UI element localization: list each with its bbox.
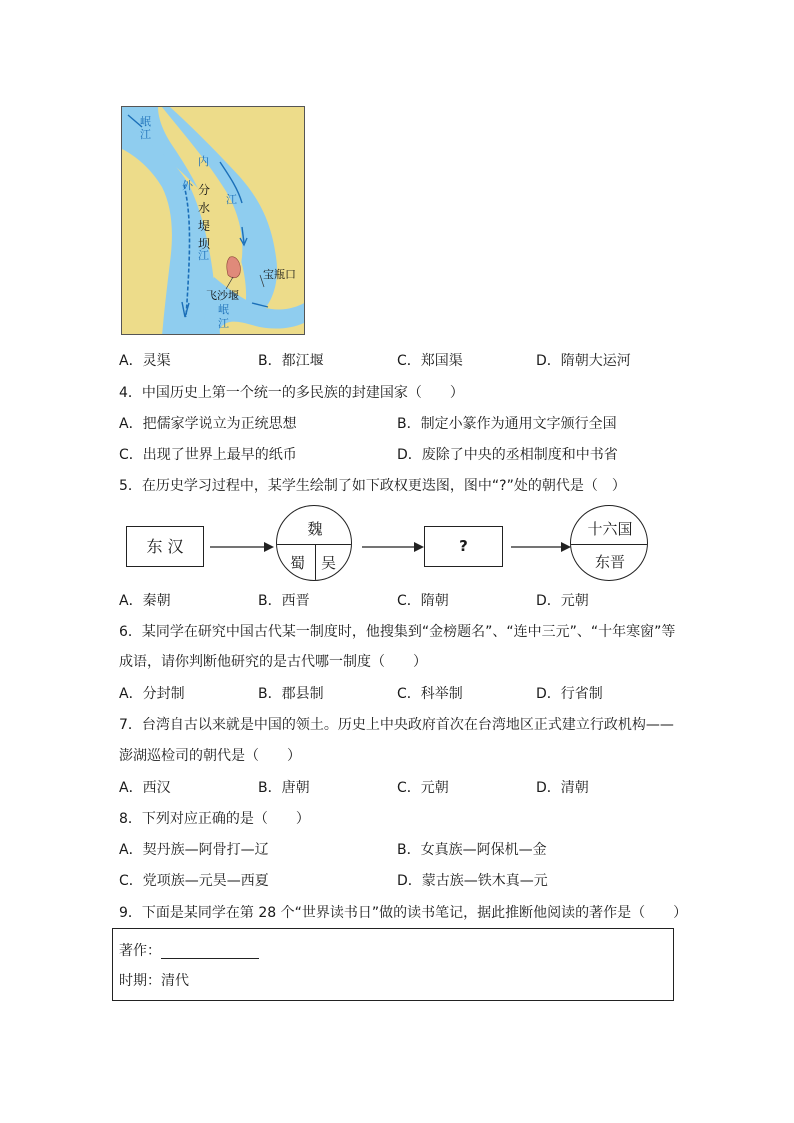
- q6-option-a[interactable]: A．分封制: [119, 686, 185, 702]
- q6-option-b[interactable]: B．郡县制: [258, 686, 324, 702]
- circle2-shiliuguo: 十六国: [587, 520, 633, 538]
- note-period: 时期：清代: [119, 973, 189, 989]
- q8-option-c[interactable]: C．党项族—元昊—西夏: [119, 873, 269, 889]
- q5-option-d[interactable]: D．元朝: [536, 593, 589, 609]
- flow-circle-three-kingdoms: [276, 505, 352, 581]
- label-waijiang-part2: 江: [198, 249, 209, 262]
- q6-stem-line1: 6．某同学在研究中国古代某一制度时，他搜集到“金榜题名”、“连中三元”、“十年寒窗”等: [119, 624, 676, 640]
- q5-option-c[interactable]: C．隋朝: [397, 593, 449, 609]
- label-neijiang-part1: 内: [198, 155, 209, 168]
- circle1-divider-v: [315, 544, 316, 581]
- flow-arrow-1: [204, 535, 276, 559]
- label-minjiang-top: 岷江: [140, 115, 151, 141]
- q9-stem: 9．下面是某同学在第 28 个“世界读书日”做的读书笔记，据此推断他阅读的著作是（ ）: [119, 905, 688, 921]
- q6-stem-line2: 成语，请你判断他研究的是古代哪一制度（ ）: [119, 654, 427, 670]
- circle1-shu: 蜀: [290, 554, 306, 572]
- q8-option-b[interactable]: B．女真族—阿保机—金: [397, 842, 547, 858]
- q8-option-d[interactable]: D．蒙古族—铁木真—元: [397, 873, 548, 889]
- q3-option-b[interactable]: B．都江堰: [258, 353, 324, 369]
- label-fenshui-dike: 分水堤坝: [198, 183, 211, 251]
- flow-box-unknown: [424, 526, 503, 567]
- dujiangyan-map: [121, 106, 305, 335]
- q7-option-a[interactable]: A．西汉: [119, 780, 171, 796]
- flow-arrow-3: [503, 535, 573, 559]
- q8-option-a[interactable]: A．契丹族—阿骨打—辽: [119, 842, 269, 858]
- q4-option-a[interactable]: A．把儒家学说立为正统思想: [119, 416, 297, 432]
- q4-option-c[interactable]: C．出现了世界上最早的纸币: [119, 447, 297, 463]
- q3-option-c[interactable]: C．郑国渠: [397, 353, 463, 369]
- label-waijiang-part1: 外: [182, 179, 193, 192]
- q3-option-a[interactable]: A．灵渠: [119, 353, 171, 369]
- q5-option-b[interactable]: B．西晋: [258, 593, 310, 609]
- flow-arrow-2: [352, 535, 424, 559]
- q5-stem: 5．在历史学习过程中，某学生绘制了如下政权更迭图，图中“?”处的朝代是（ ）: [119, 478, 626, 494]
- q7-stem-line2: 澎湖巡检司的朝代是（ ）: [119, 748, 301, 764]
- flow-circle-sixteen-kingdoms: [570, 505, 648, 581]
- q7-option-b[interactable]: B．唐朝: [258, 780, 310, 796]
- reading-note-box: [112, 928, 674, 1001]
- q5-option-a[interactable]: A．秦朝: [119, 593, 171, 609]
- label-minjiang-bottom: 岷江: [218, 303, 229, 330]
- label-feishayan: 飞沙堰: [206, 289, 239, 302]
- circle2-dongjin: 东晋: [594, 553, 625, 571]
- flow-box-donghan: [126, 526, 204, 567]
- circle1-wei: 魏: [307, 520, 323, 538]
- q6-option-c[interactable]: C．科举制: [397, 686, 463, 702]
- flow-box-unknown-label: ?: [459, 537, 468, 555]
- q7-stem-line1: 7．台湾自古以来就是中国的领土。历史上中央政府首次在台湾地区正式建立行政机构——: [119, 717, 674, 733]
- q7-option-c[interactable]: C．元朝: [397, 780, 449, 796]
- q7-option-d[interactable]: D．清朝: [536, 780, 589, 796]
- note-author-label: 著作：: [119, 943, 161, 959]
- circle1-wu: 吴: [321, 554, 337, 572]
- circle2-divider-h: [571, 544, 648, 545]
- q8-stem: 8．下列对应正确的是（ ）: [119, 811, 310, 827]
- note-author-blank[interactable]: [161, 958, 259, 959]
- label-baopingkou: 宝瓶口: [263, 268, 296, 281]
- q4-option-b[interactable]: B．制定小篆作为通用文字颁行全国: [397, 416, 617, 432]
- flow-box-donghan-label: 东 汉: [146, 537, 184, 556]
- q6-option-d[interactable]: D．行省制: [536, 686, 603, 702]
- label-neijiang-part2: 江: [226, 193, 237, 206]
- q4-stem: 4．中国历史上第一个统一的多民族的封建国家（ ）: [119, 385, 464, 401]
- q4-option-d[interactable]: D．废除了中央的丞相制度和中书省: [397, 447, 618, 463]
- q3-option-d[interactable]: D．隋朝大运河: [536, 353, 631, 369]
